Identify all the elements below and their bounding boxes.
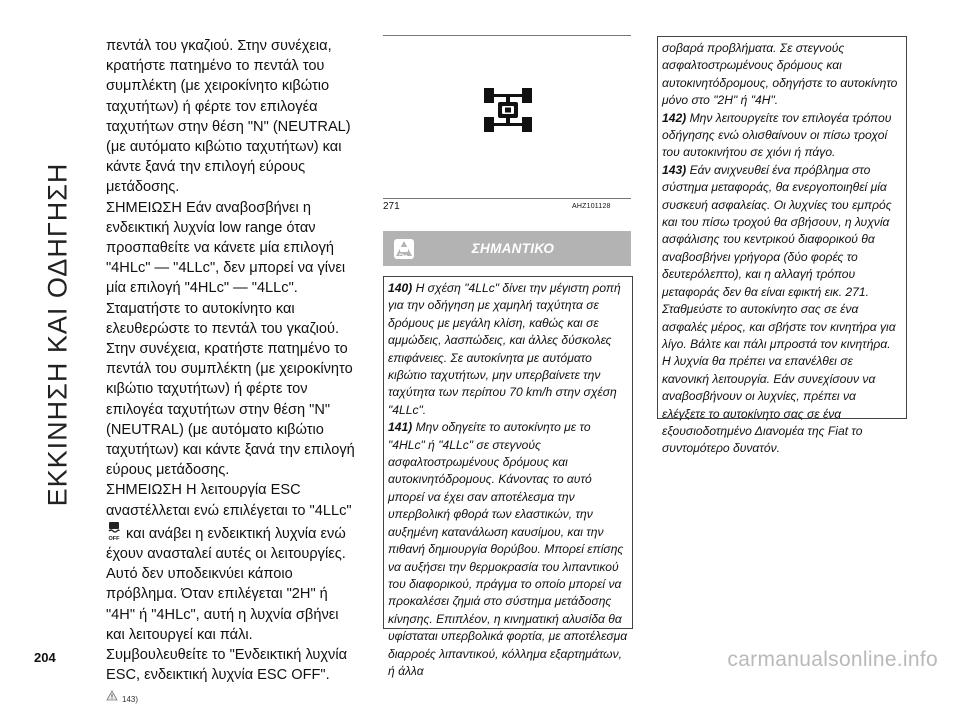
note-142 [662,110,902,162]
note-141 [388,419,628,680]
paragraph-1: πεντάλ του γκαζιού. Στην συνέχεια, κρατήστε πατημένο το πεντάλ του συμπλέκτη (με χειροκίνητο κιβώτιο ταχυτήτων) ή φέρτε τον επιλογέα ταχυτήτων στην θέση "N" (NEUTRAL) (με αυτόματο κιβώτιο ταχυτήτων) και κάντε ξανά την επιλογή εύρους μετάδοσης. [106,38,351,196]
esc-off-icon-label: OFF [108,535,120,541]
left-text-column [106,36,356,710]
note-141-number: 141) [388,420,413,435]
note-140-text: Η σχέση "4LLc" δίνει την μέγιστη ροπή για την οδήγηση με χαμηλή ταχύτητα σε δρόμους με μεγάλη κλίση, καθώς και σε αμμώδεις, λασπώδεις, και άλλες δύσκολες επιφάνειες. Σε αυτοκίνητα με αυτόματο κιβώτιο ταχυτήτων, μην υπερβαίνετε την ταχύτητα των περίπου 70 km/h στην σχέση "4LLc". [388,281,621,417]
note-140-number: 140) [388,281,413,295]
note-esc-text-a: ΣΗΜΕΙΩΣΗ Η λειτουργία ESC αναστέλλεται ενώ επιλέγεται το "4LLc" [106,482,352,519]
skid-warning-icon [393,238,415,260]
note-142-number: 142) [662,110,687,125]
figure-top-rule [383,35,631,36]
side-title-text: ΕΚΚΙΝΗΣΗ ΚΑΙ ΟΔΗΓΗΣΗ [42,162,73,506]
note-143-number: 143) [662,162,687,177]
section-side-title [33,34,83,634]
note-143 [662,162,902,458]
figure-number: 271 [383,201,400,212]
note-140 [388,280,628,419]
important-title: ΣΗΜΑΝΤΙΚΟ [471,241,555,256]
important-box-middle [383,276,633,678]
transfer-system-warning-icon [482,84,534,136]
page-number: 204 [34,650,56,665]
important-box-right [657,36,907,456]
footnote-ref-number: 143) [122,694,139,704]
warning-triangle-icon [106,690,118,701]
esc-off-warning-icon [106,521,122,541]
note-141-text: Μην οδηγείτε το αυτοκίνητο με το "4HLc" ή "4LLc" σε στεγνούς ασφαλτοστρωμένους δρόμους και αυτοκινητόδρομους. Κάνοντας το αυτό μπορεί να έχει σαν αποτέλεσμα την υπερβολική φθορά των ελαστικών, την αυξημένη κατανάλωση καυσίμου, και την πιθανή δημιουργία θορύβου. Μπορεί επίσης να αυξήσει την θερμοκρασία του λιπαντικού του διαφορικού, πράγμα το οποίο μπορεί να προκαλέσει ζημιά στο σύστημα μετάδοσης κίνησης. Επιπλέον, η κινηματική αλυσίδα θα υφίσταται υπερβολικά φορτία, με αποτέλεσμα διαρροές λιπαντικού, κόλλημα εξαρτημάτων, ή άλλα [388,420,628,678]
paragraph-note-esc [106,480,356,685]
important-header [383,231,631,266]
figure-code: AHZ101128 [572,203,611,210]
note-141-continued: σοβαρά προβλήματα. Σε στεγνούς ασφαλτοστρωμένους δρόμους και αυτοκινητόδρομους, οδηγήστε το αυτοκίνητο μόνο στο "2H" ή "4H". [662,41,898,108]
note-143-text: Εάν ανιχνευθεί ένα πρόβλημα στο σύστημα μεταφοράς, θα ενεργοποιηθεί μία συσκευή ασφαλείας. Οι λυχνίες του εμπρός και του πίσω τροχού θα σβήσουν, η λυχνία ασφάλισης του κεντρικού διαφορικού θα αναβοσβήνει γρήγορα (δύο φορές το δευτερόλεπτο), και η αλλαγή τρόπου μεταφοράς δεν θα είναι εφικτή εικ. 271. Σταθμεύστε το αυτοκίνητο σας σε ένα ασφαλές μέρος, και σβήστε τον κινητήρα για λίγο. Βάλτε και πάλι μπροστά τον κινητήρα. Η λυχνία θα πρέπει να επανέλθει σε κανονική λειτουργία. Εάν συνεχίσουν να αναβοσβήνουν οι λυχνίες, πρέπει να ελέγξετε το αυτοκίνητο σας σε ένα εξουσιοδοτημένο Διανομέα της Fiat το συντομότερο δυνατόν. [662,162,896,456]
paragraph-note-low-range: ΣΗΜΕΙΩΣΗ Εάν αναβοσβήνει η ενδεικτική λυχνία low range όταν προσπαθείτε να κάνετε μία επιλογή "4HLc" — "4LLc", δεν μπορεί να γίνει μία επιλογή "4HLc" — "4LLc". Σταματήστε το αυτοκίνητο και ελευθερώστε το πεντάλ του γκαζιού. Στην συνέχεια, κρατήστε πατημένο το πεντάλ του συμπλέκτη (με χειροκίνητο κιβώτιο ταχυτήτων) ή φέρτε τον επιλογέα ταχυτήτων στην θέση "N" (NEUTRAL) (με αυτόματο κιβώτιο ταχυτήτων) και κάντε ξανά την επιλογή εύρους μετάδοσης. [106,199,355,479]
note-esc-text-b: και ανάβει η ενδεικτική λυχνία ενώ έχουν ανασταλεί αυτές οι λειτουργίες. Αυτό δεν υποδεικνύει κάποιο πρόβλημα. Όταν επιλέγεται "2H" ή "4H" ή "4HLc", αυτή η λυχνία σβήνει και λειτουργεί και πάλι. Συμβουλευθείτε το "Ενδεικτική λυχνία ESC, ενδεικτική λυχνία ESC OFF". [106,525,348,684]
watermark: carmanualsonline.info [727,648,938,671]
figure-bottom-rule [383,198,631,199]
note-142-text: Μην λειτουργείτε τον επιλογέα τρόπου οδήγησης ενώ ολισθαίνουν οι πίσω τροχοί του αυτοκινήτου σε χιόνι ή πάγο. [662,110,892,160]
footnote-reference [106,690,356,710]
